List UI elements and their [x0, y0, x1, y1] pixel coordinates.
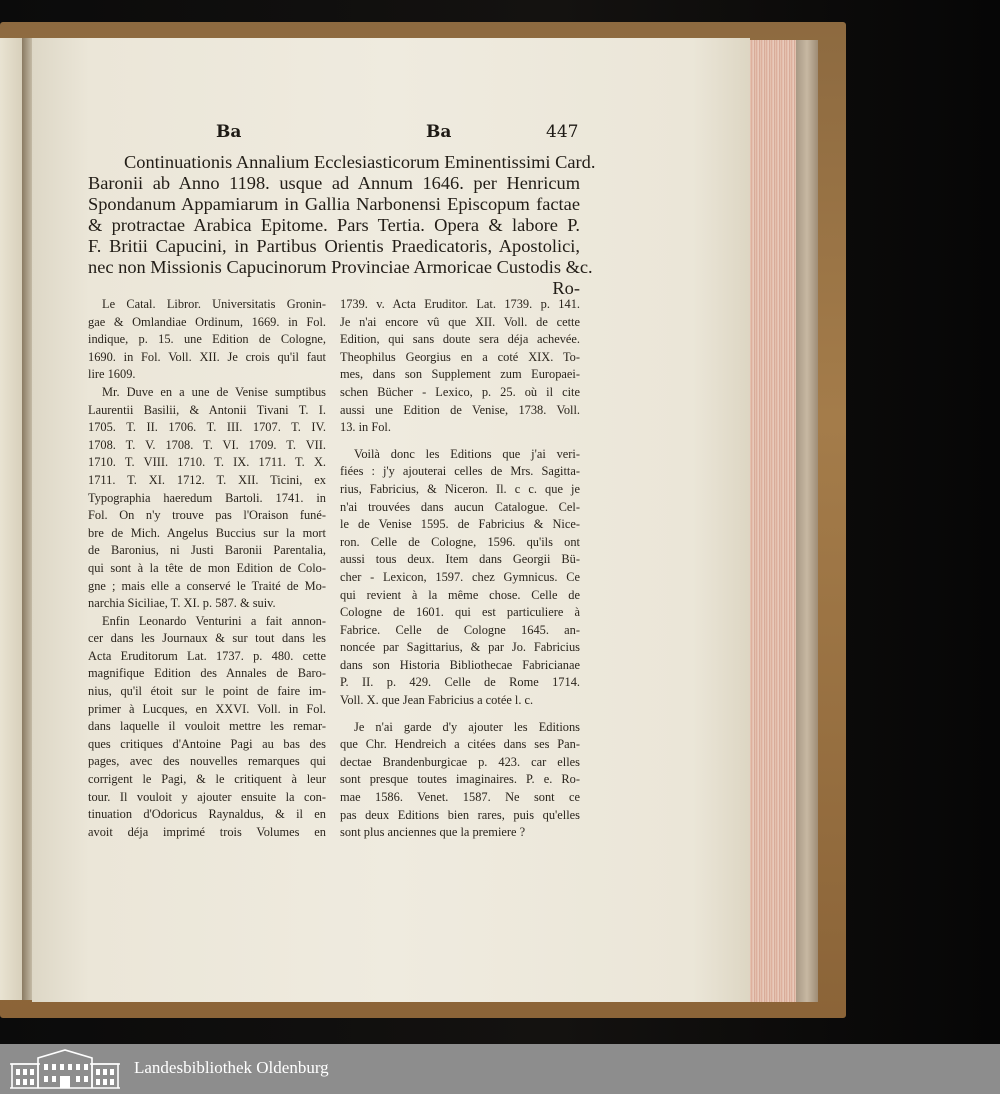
library-name: Landesbibliothek Oldenburg	[134, 1058, 329, 1077]
text-line: Mr. Duve en a une de Venise sumptibus	[102, 384, 326, 399]
text-line: qui sont à la tête de mon Edition de Colo-	[88, 560, 326, 575]
text-line: Voll. X. que Jean Fabricius a cotée l. c.	[340, 693, 534, 708]
text-line: 1708. T. V. 1708. T. VI. 1709. T. VII.	[88, 437, 326, 452]
text-line: que Chr. Hendreich a citées dans ses Pan-	[340, 737, 580, 752]
text-line: de Baronius, ni Justi Baronii Parentalia,	[88, 543, 326, 558]
text-line: Fol. On n'y trouve pas l'Oraison funé-	[88, 508, 326, 523]
title-line: F. Britii Capucini, in Partibus Orientis Praedicatoris, Apostolici,	[88, 236, 580, 256]
text-line: Voilà donc les Editions que j'ai veri-	[354, 446, 580, 461]
text-line: Je n'ai encore vû que XII. Voll. de cette	[340, 314, 580, 329]
text-line: indique, p. 15. une Edition de Cologne,	[88, 332, 326, 347]
title-line: Spondanum Appamiarum in Gallia Narbonensi Episcopum factae	[88, 194, 580, 214]
text-line: gne ; mais elle a conservé le Traité de Mo-	[88, 578, 326, 593]
text-line: 1739. v. Acta Eruditor. Lat. 1739. p. 141.	[340, 297, 580, 311]
text-line: Fabrice. Celle de Cologne 1645. an-	[340, 622, 580, 637]
text-line: Je n'ai garde d'y ajouter les Editions	[354, 719, 580, 734]
text-line: n'ai trouvées dans aucun Catalogue. Cel-	[340, 499, 580, 514]
text-line: nius, qu'il étoit sur le point de faire im-	[88, 684, 326, 699]
text-line: 1711. T. XI. 1712. T. XII. Ticini, ex	[88, 472, 326, 487]
text-line: noncée par Sagittarius, & par Jo. Fabricius	[340, 640, 580, 655]
left-text-column	[88, 296, 326, 841]
text-line: cher - Lexicon, 1597. chez Gymnicus. Ce	[340, 569, 580, 584]
text-line: le de Venise 1595. de Fabricius & Nice-	[340, 517, 580, 532]
text-line: mes, dans son Supplement zum Europaei-	[340, 367, 580, 382]
text-line: pages, avec des nouvelles remarques qui	[88, 754, 326, 769]
text-line: Typographia haeredum Bartoli. 1741. in	[88, 490, 326, 505]
text-line: Le Catal. Libror. Universitatis Gronin-	[102, 297, 326, 311]
text-line: corrigent le Pagi, & le critiquent à leur	[88, 772, 326, 787]
entry-title	[88, 152, 596, 299]
text-line: Theophilus Georgius en a coté XIX. To-	[340, 349, 580, 364]
text-line: pas deux Editions bien rares, puis qu'elles	[340, 807, 580, 822]
text-line: 1710. T. VIII. 1710. T. IX. 1711. T. X.	[88, 455, 326, 470]
text-line: bre de Mich. Angelus Buccius sur la mort	[88, 525, 326, 540]
text-line: gae & Omlandiae Ordinum, 1669. in Fol.	[88, 314, 326, 329]
text-line: dectae Brandenburgicae p. 423. car elles	[340, 754, 580, 769]
running-head-center: Ba	[426, 122, 452, 142]
text-line: sont presque toutes imaginaires. P. e. Ro-	[340, 772, 580, 787]
text-line: Enfin Leonardo Venturini a fait annon-	[102, 613, 326, 628]
text-line: mae 1586. Venet. 1587. Ne sont ce	[340, 790, 580, 805]
text-line: 13. in Fol.	[340, 420, 391, 435]
text-line: schen Bücher - Lexico, p. 25. où il cite	[340, 384, 580, 399]
text-line: magnifique Edition des Annales de Baro-	[88, 666, 326, 681]
text-line: P. II. p. 429. Celle de Rome 1714.	[340, 675, 580, 690]
text-line: fiées : j'y ajouterai celles de Mrs. Sagitta-	[340, 464, 580, 479]
text-line: Acta Eruditorum Lat. 1737. p. 480. cette	[88, 648, 326, 663]
right-text-column	[340, 296, 580, 842]
page-number: 447	[546, 122, 579, 142]
paragraph-gap	[340, 710, 580, 719]
left-page-edge	[0, 38, 24, 1000]
running-head-left: Ba	[216, 122, 242, 142]
text-line: Edition, qui sans doute sera déja achevée.	[340, 332, 580, 347]
text-line: dans laquelle il vouloit mettre les remar-	[88, 719, 326, 734]
text-line: primer à Lucques, en XXVI. Voll. in Fol.	[88, 701, 326, 716]
title-line: Continuationis Annalium Ecclesiasticorum Eminentissimi Card.	[124, 152, 596, 172]
cover-board-edge	[796, 40, 818, 1002]
text-line: aussi tous deux. Item dans Georgii Bü-	[340, 552, 580, 567]
library-footer-bar	[0, 1044, 1000, 1094]
text-line: sont plus anciennes que la premiere ?	[340, 825, 526, 840]
text-line: 1690. in Fol. Voll. XII. Je crois qu'il faut	[88, 349, 326, 364]
text-line: aussi une Edition de Venise, 1738. Voll.	[340, 402, 580, 417]
text-line: qui revient à la même chose. Celle de	[340, 587, 580, 602]
title-line: Baronii ab Anno 1198. usque ad Annum 1646. per Henricum	[88, 173, 580, 193]
text-line: 1705. T. II. 1706. T. III. 1707. T. IV.	[88, 420, 326, 435]
text-line: cer dans les Journaux & sur tout dans les	[88, 631, 326, 646]
text-line: narchia Siciliae, T. XI. p. 587. & suiv.	[88, 596, 276, 611]
text-line: ques critiques d'Antoine Pagi au bas des	[88, 736, 326, 751]
title-line-catchword: Ro-	[552, 278, 580, 298]
text-line: dans son Historia Bibliothecae Fabricianae	[340, 657, 580, 672]
paragraph-gap	[340, 437, 580, 446]
text-line: tour. Il vouloit y ajouter ensuite la con-	[88, 789, 326, 804]
text-line: avoit déja imprimé trois Volumes en	[88, 824, 326, 839]
title-line: & protractae Arabica Epitome. Pars Tertia. Opera & labore P.	[88, 215, 580, 235]
title-line: nec non Missionis Capucinorum Provinciae Armoricae Custodis &c.	[88, 257, 593, 277]
text-line: ron. Celle de Cologne, 1596. qu'ils ont	[340, 534, 580, 549]
library-building-icon	[8, 1048, 122, 1090]
text-line: Laurentii Basilii, & Antonii Tivani T. I.	[88, 402, 326, 417]
page-block-edges	[750, 40, 796, 1002]
text-line: lire 1609.	[88, 367, 136, 382]
text-line: tinuation d'Odoricus Raynaldus, & il en	[88, 807, 326, 822]
text-line: rius, Fabricius, & Niceron. Il. c c. que je	[340, 481, 580, 496]
text-line: Cologne de 1601. qui est particuliere à	[340, 605, 580, 620]
